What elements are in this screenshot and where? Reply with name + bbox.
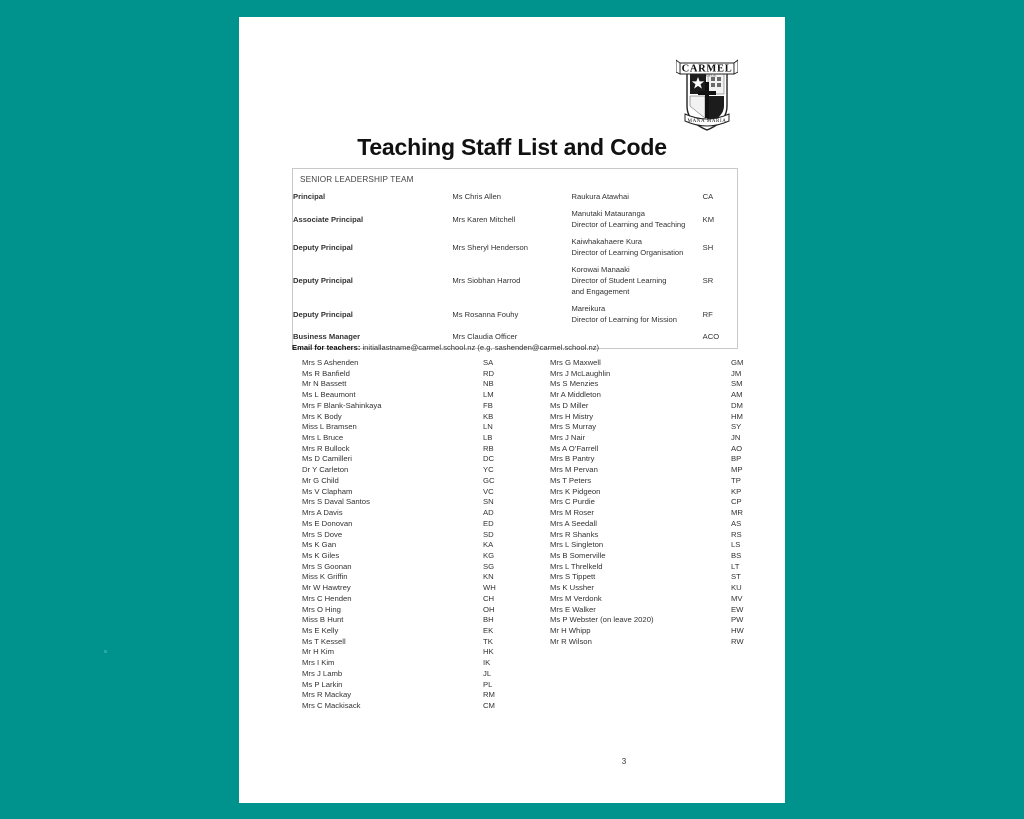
senior-leadership-row bbox=[293, 300, 737, 328]
senior-leadership-row bbox=[293, 233, 737, 261]
slt-title-lines bbox=[571, 261, 702, 300]
staff-name: Ms A O’Farrell bbox=[550, 443, 599, 453]
slt-title-line: Director of Learning for Mission bbox=[571, 315, 677, 324]
staff-list-item bbox=[302, 562, 552, 573]
staff-list-item bbox=[302, 572, 552, 583]
staff-list-item bbox=[302, 626, 552, 637]
staff-list-item bbox=[302, 390, 552, 401]
svg-text:CARMEL: CARMEL bbox=[681, 63, 733, 75]
email-note-text: initiallastname@carmel.school.nz (e.g. sashenden@carmel.school.nz) bbox=[360, 343, 600, 352]
staff-list-item bbox=[550, 626, 800, 637]
staff-code: KA bbox=[483, 540, 494, 550]
staff-code: CH bbox=[483, 593, 495, 603]
staff-code: HM bbox=[731, 411, 743, 421]
carmel-college-crest-icon bbox=[676, 54, 738, 136]
slt-person-name: Mrs Sheryl Henderson bbox=[452, 242, 528, 252]
staff-name: Mrs J Lamb bbox=[302, 668, 343, 678]
slt-person-name: Mrs Claudia Officer bbox=[452, 332, 518, 341]
staff-name: Mr W Hawtrey bbox=[302, 583, 351, 593]
staff-code: NB bbox=[483, 379, 494, 389]
staff-code: BP bbox=[731, 454, 742, 464]
staff-name: Mrs F Blank-Sahinkaya bbox=[302, 400, 382, 410]
staff-code: HW bbox=[731, 625, 744, 635]
staff-list-item bbox=[550, 572, 800, 583]
staff-name: Ms L Beaumont bbox=[302, 390, 356, 400]
slt-title-line: Manutaki Matauranga bbox=[571, 209, 645, 218]
staff-name: Mrs A Davis bbox=[302, 508, 343, 518]
staff-code: SG bbox=[483, 561, 495, 571]
staff-code: KU bbox=[731, 583, 742, 593]
staff-list-item bbox=[302, 369, 552, 380]
staff-name: Mrs J McLaughlin bbox=[550, 368, 611, 378]
staff-list-item bbox=[550, 540, 800, 551]
staff-name: Mrs R Mackay bbox=[302, 690, 352, 700]
staff-code: AD bbox=[483, 508, 494, 518]
staff-name: Ms D Camilleri bbox=[302, 454, 352, 464]
senior-leadership-row bbox=[293, 205, 737, 233]
staff-name: Ms E Donovan bbox=[302, 518, 353, 528]
staff-code: RB bbox=[483, 443, 494, 453]
staff-code: IK bbox=[483, 658, 491, 668]
slt-code: SR bbox=[702, 276, 714, 285]
staff-list-item bbox=[302, 669, 552, 680]
staff-list-item bbox=[550, 605, 800, 616]
staff-list-item bbox=[550, 379, 800, 390]
staff-name: Mr G Child bbox=[302, 475, 339, 485]
slt-title-lines bbox=[571, 233, 702, 261]
staff-name: Mrs S Daval Santos bbox=[302, 497, 370, 507]
staff-list-item bbox=[550, 637, 800, 648]
senior-leadership-row bbox=[293, 261, 737, 300]
staff-code: KN bbox=[483, 572, 494, 582]
staff-name: Mrs K Pidgeon bbox=[550, 486, 601, 496]
staff-code: DC bbox=[483, 454, 495, 464]
staff-code: SD bbox=[483, 529, 494, 539]
staff-code: OH bbox=[483, 604, 495, 614]
staff-list-right-column bbox=[550, 358, 800, 647]
slt-code: KM bbox=[702, 214, 715, 224]
staff-name: Ms K Giles bbox=[302, 550, 340, 560]
staff-code: RM bbox=[483, 690, 495, 700]
staff-list-item bbox=[302, 637, 552, 648]
staff-code: SY bbox=[731, 422, 742, 432]
senior-leadership-table bbox=[292, 168, 738, 349]
staff-code: JM bbox=[731, 368, 742, 378]
staff-name: Mrs C Mackisack bbox=[302, 701, 361, 710]
staff-list-item bbox=[550, 465, 800, 476]
staff-list-item bbox=[302, 583, 552, 594]
staff-code: DM bbox=[731, 400, 743, 410]
staff-list-item bbox=[302, 551, 552, 562]
staff-code: GC bbox=[483, 475, 495, 485]
slt-title-line: Mareikura bbox=[571, 304, 606, 313]
staff-list-item bbox=[550, 358, 800, 369]
staff-list-item bbox=[302, 379, 552, 390]
slt-code: SH bbox=[702, 242, 714, 252]
staff-name: Miss B Hunt bbox=[302, 615, 344, 625]
staff-code: FB bbox=[483, 400, 493, 410]
staff-code: PW bbox=[731, 615, 744, 625]
staff-code: AO bbox=[731, 443, 743, 453]
staff-code: RD bbox=[483, 368, 495, 378]
staff-name: Mrs K Body bbox=[302, 411, 342, 421]
slt-role: Business Manager bbox=[293, 332, 361, 341]
staff-name: Mrs S Murray bbox=[550, 422, 597, 432]
staff-code: GM bbox=[731, 358, 744, 367]
staff-list-item bbox=[302, 412, 552, 423]
svg-text:MANA MARIA: MANA MARIA bbox=[687, 119, 727, 124]
staff-code: PL bbox=[483, 679, 493, 689]
staff-code: CM bbox=[483, 701, 495, 710]
staff-code: CP bbox=[731, 497, 742, 507]
slt-person-name: Ms Chris Allen bbox=[452, 192, 501, 201]
page-title: Teaching Staff List and Code bbox=[357, 134, 667, 160]
staff-list-item bbox=[302, 519, 552, 530]
staff-list-item bbox=[550, 433, 800, 444]
staff-code: VC bbox=[483, 486, 494, 496]
staff-name: Ms D Miller bbox=[550, 400, 589, 410]
staff-list-item bbox=[302, 433, 552, 444]
staff-list-item bbox=[302, 465, 552, 476]
staff-list-item bbox=[550, 583, 800, 594]
staff-name: Ms T Peters bbox=[550, 475, 592, 485]
staff-list-item bbox=[302, 701, 552, 712]
staff-code: EW bbox=[731, 604, 744, 614]
staff-code: ED bbox=[483, 518, 494, 528]
staff-list-item bbox=[302, 422, 552, 433]
staff-code: JN bbox=[731, 433, 741, 443]
staff-list-item bbox=[550, 530, 800, 541]
slt-code: ACO bbox=[702, 332, 720, 341]
slt-title-line: Raukura Atawhai bbox=[571, 192, 629, 201]
staff-list-item bbox=[550, 487, 800, 498]
slt-title-lines bbox=[571, 300, 702, 328]
staff-list-item bbox=[302, 476, 552, 487]
staff-name: Miss K Griffin bbox=[302, 572, 348, 582]
staff-list-item bbox=[302, 658, 552, 669]
staff-list-left-column bbox=[302, 358, 552, 712]
staff-code: RS bbox=[731, 529, 742, 539]
staff-list-item bbox=[550, 476, 800, 487]
staff-list-item bbox=[302, 508, 552, 519]
staff-name: Ms V Clapham bbox=[302, 486, 353, 496]
staff-list-item bbox=[550, 519, 800, 530]
slt-title-line: Director of Learning and Teaching bbox=[571, 220, 686, 229]
staff-name: Mrs J Nair bbox=[550, 433, 586, 443]
page-number: 3 bbox=[621, 757, 627, 766]
staff-code: EK bbox=[483, 625, 494, 635]
slt-person-name: Ms Rosanna Fouhy bbox=[452, 309, 519, 319]
staff-code: YC bbox=[483, 465, 494, 475]
staff-name: Mrs A Seedall bbox=[550, 518, 598, 528]
staff-list-item bbox=[550, 369, 800, 380]
background-speck bbox=[104, 650, 107, 653]
staff-name: Ms S Menzies bbox=[550, 379, 599, 389]
staff-name: Mrs L Threlkeld bbox=[550, 561, 603, 571]
staff-name: Mrs B Pantry bbox=[550, 454, 595, 464]
staff-list-item bbox=[302, 358, 552, 369]
staff-code: KB bbox=[483, 411, 494, 421]
email-note bbox=[292, 343, 599, 352]
staff-name: Mrs C Henden bbox=[302, 593, 352, 603]
staff-code: LB bbox=[483, 433, 493, 443]
staff-name: Mrs L Singleton bbox=[550, 540, 604, 550]
staff-list-item bbox=[302, 401, 552, 412]
staff-list-item bbox=[302, 680, 552, 691]
staff-list-item bbox=[302, 605, 552, 616]
senior-leadership-row bbox=[293, 188, 737, 205]
staff-code: LS bbox=[731, 540, 741, 550]
staff-list-item bbox=[302, 497, 552, 508]
staff-name: Miss L Bramsen bbox=[302, 422, 357, 432]
staff-name: Mrs S Dove bbox=[302, 529, 343, 539]
slt-title-line: Director of Learning Organisation bbox=[571, 248, 684, 257]
staff-list-item bbox=[302, 444, 552, 455]
staff-code: KP bbox=[731, 486, 742, 496]
staff-name: Mrs M Verdonk bbox=[550, 593, 602, 603]
slt-person-name: Mrs Karen Mitchell bbox=[452, 214, 516, 224]
slt-title-lines bbox=[571, 188, 702, 205]
staff-name: Mrs S Goonan bbox=[302, 561, 352, 571]
staff-list-item bbox=[550, 390, 800, 401]
staff-name: Ms K Ussher bbox=[550, 583, 594, 593]
staff-name: Mrs H Mistry bbox=[550, 411, 594, 421]
staff-list-item bbox=[302, 594, 552, 605]
staff-name: Mrs R Shanks bbox=[550, 529, 599, 539]
staff-code: JL bbox=[483, 668, 492, 678]
staff-list-item bbox=[550, 594, 800, 605]
staff-name: Mrs C Purdie bbox=[550, 497, 595, 507]
slt-title-line: and Engagement bbox=[571, 287, 630, 296]
staff-list-item bbox=[302, 454, 552, 465]
staff-code: SN bbox=[483, 497, 494, 507]
staff-list-item bbox=[302, 647, 552, 658]
staff-code: MP bbox=[731, 465, 743, 475]
staff-list-item bbox=[550, 444, 800, 455]
staff-list-item bbox=[550, 412, 800, 423]
staff-name: Ms T Kessell bbox=[302, 636, 346, 646]
staff-name: Ms B Somerville bbox=[550, 550, 606, 560]
staff-code: RW bbox=[731, 636, 744, 646]
staff-code: AM bbox=[731, 390, 743, 400]
staff-list-item bbox=[550, 454, 800, 465]
staff-list-item bbox=[302, 540, 552, 551]
staff-name: Mr H Whipp bbox=[550, 625, 591, 635]
slt-code: CA bbox=[702, 192, 714, 201]
staff-name: Mrs G Maxwell bbox=[550, 358, 601, 367]
staff-code: ST bbox=[731, 572, 741, 582]
staff-name: Mr R Wilson bbox=[550, 636, 592, 646]
staff-name: Mrs I Kim bbox=[302, 658, 335, 668]
staff-name: Mrs S Ashenden bbox=[302, 358, 359, 367]
staff-name: Mrs S Tippett bbox=[550, 572, 596, 582]
slt-code: RF bbox=[702, 309, 713, 319]
slt-title-lines bbox=[571, 205, 702, 233]
staff-list-item bbox=[302, 530, 552, 541]
slt-title-line: Director of Student Learning bbox=[571, 276, 667, 285]
staff-list-item bbox=[302, 487, 552, 498]
staff-list-item bbox=[550, 562, 800, 573]
slt-person-name: Mrs Siobhan Harrod bbox=[452, 276, 521, 285]
staff-name: Mr A Middleton bbox=[550, 390, 601, 400]
senior-leadership-rows bbox=[293, 188, 737, 345]
slt-title-line: Kaiwhakahaere Kura bbox=[571, 237, 642, 246]
staff-code: MR bbox=[731, 508, 743, 518]
staff-code: AS bbox=[731, 518, 742, 528]
slt-role: Deputy Principal bbox=[293, 309, 353, 319]
slt-role: Principal bbox=[293, 192, 326, 201]
staff-name: Mr N Bassett bbox=[302, 379, 347, 389]
document-page bbox=[239, 17, 785, 803]
staff-name: Mrs O Hing bbox=[302, 604, 341, 614]
staff-code: LT bbox=[731, 561, 740, 571]
staff-code: MV bbox=[731, 593, 743, 603]
staff-code: SA bbox=[483, 358, 494, 367]
staff-list-item bbox=[550, 401, 800, 412]
staff-code: SM bbox=[731, 379, 743, 389]
staff-name: Ms E Kelly bbox=[302, 625, 339, 635]
staff-list-item bbox=[550, 551, 800, 562]
staff-name: Ms K Gan bbox=[302, 540, 337, 550]
staff-name: Mrs M Pervan bbox=[550, 465, 598, 475]
staff-name: Dr Y Carleton bbox=[302, 465, 349, 475]
slt-role: Associate Principal bbox=[293, 214, 364, 224]
staff-code: KG bbox=[483, 550, 495, 560]
svg-text:COLLEGE: COLLEGE bbox=[697, 73, 717, 78]
staff-list-item bbox=[302, 615, 552, 626]
staff-list-item bbox=[550, 422, 800, 433]
staff-list-item bbox=[550, 497, 800, 508]
staff-code: LN bbox=[483, 422, 493, 432]
staff-code: HK bbox=[483, 647, 494, 657]
staff-code: BS bbox=[731, 550, 742, 560]
staff-name: Ms R Banfield bbox=[302, 368, 350, 378]
slt-role: Deputy Principal bbox=[293, 276, 353, 285]
staff-name: Mrs E Walker bbox=[550, 604, 596, 614]
email-note-label: Email for teachers: bbox=[292, 343, 361, 352]
staff-name: Mrs L Bruce bbox=[302, 433, 344, 443]
slt-role: Deputy Principal bbox=[293, 242, 353, 252]
staff-code: TK bbox=[483, 636, 493, 646]
staff-code: TP bbox=[731, 475, 741, 485]
staff-name: Mr H Kim bbox=[302, 647, 335, 657]
staff-code: BH bbox=[483, 615, 494, 625]
staff-code: LM bbox=[483, 390, 494, 400]
slt-title-line: Korowai Manaaki bbox=[571, 265, 630, 274]
staff-name: Mrs R Bullock bbox=[302, 443, 350, 453]
staff-name: Mrs M Roser bbox=[550, 508, 594, 518]
senior-leadership-heading: SENIOR LEADERSHIP TEAM bbox=[300, 175, 414, 184]
staff-list-item bbox=[550, 615, 800, 626]
staff-list-item bbox=[550, 508, 800, 519]
staff-list-item bbox=[302, 690, 552, 701]
staff-name: Ms P Larkin bbox=[302, 679, 343, 689]
staff-name: Ms P Webster (on leave 2020) bbox=[550, 615, 654, 625]
staff-code: WH bbox=[483, 583, 496, 593]
